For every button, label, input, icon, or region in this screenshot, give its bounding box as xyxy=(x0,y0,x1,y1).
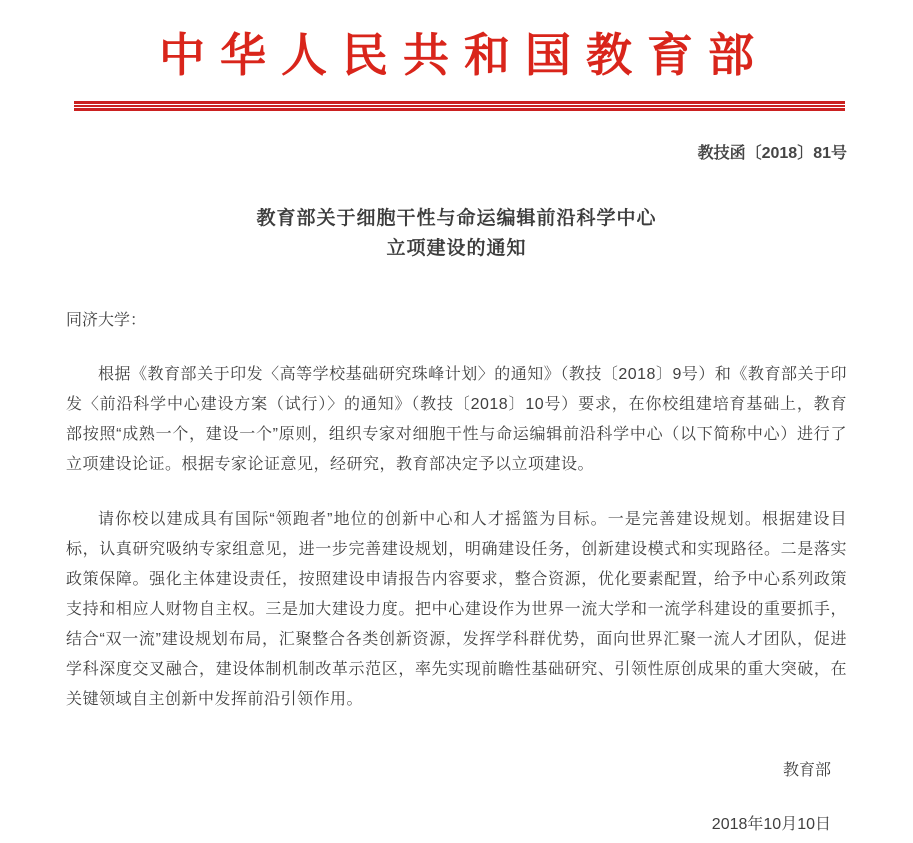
agency-name: 中华人民共和国教育部 xyxy=(159,28,769,82)
doc-title-line-1: 教育部关于细胞干性与命运编辑前沿科学中心 xyxy=(256,208,657,229)
doc-number: 教技函〔2018〕81号 xyxy=(697,145,847,162)
letterhead-separator xyxy=(74,101,845,111)
body-paragraph-1: 根据《教育部关于印发〈高等学校基础研究珠峰计划〉的通知》（教技〔2018〕9号）和《教育部关于印发〈前沿科学中心建设方案（试行）〉的通知》（教技〔2018〕10号）要求，在你校组建培育基础上，教育部按照“成熟一个，建设一个”原则，组织专家对细胞干性与命运编辑前沿科学中心（以下简称中心）进行了立项建设论证。根据专家论证意见，经研究，教育部决定予以立项建设。 xyxy=(66,366,847,473)
doc-title-line-2: 立项建设的通知 xyxy=(386,238,527,259)
signature: 教育部 xyxy=(782,762,831,779)
addressee: 同济大学： xyxy=(66,312,147,329)
doc-title xyxy=(66,204,847,264)
letterhead xyxy=(66,0,847,111)
doc-date: 2018年10月10日 xyxy=(711,816,831,833)
body-paragraph-2: 请你校以建成具有国际“领跑者”地位的创新中心和人才摇篮为目标。一是完善建设规划。根据建设目标，认真研究吸纳专家组意见，进一步完善建设规划，明确建设任务，创新建设模式和实现路径。二是落实政策保障。强化主体建设责任，按照建设申请报告内容要求，整合资源，优化要素配置，给予中心系列政策支持和相应人财物自主权。三是加大建设力度。把中心建设作为世界一流大学和一流学科建设的重要抓手，结合“双一流”建设规划布局，汇聚整合各类创新资源，发挥学科群优势，面向世界汇聚一流人才团队，促进学科深度交叉融合，建设体制机制改革示范区，率先实现前瞻性基础研究、引领性原创成果的重大突破，在关键领域自主创新中发挥前沿引领作用。 xyxy=(66,511,847,708)
